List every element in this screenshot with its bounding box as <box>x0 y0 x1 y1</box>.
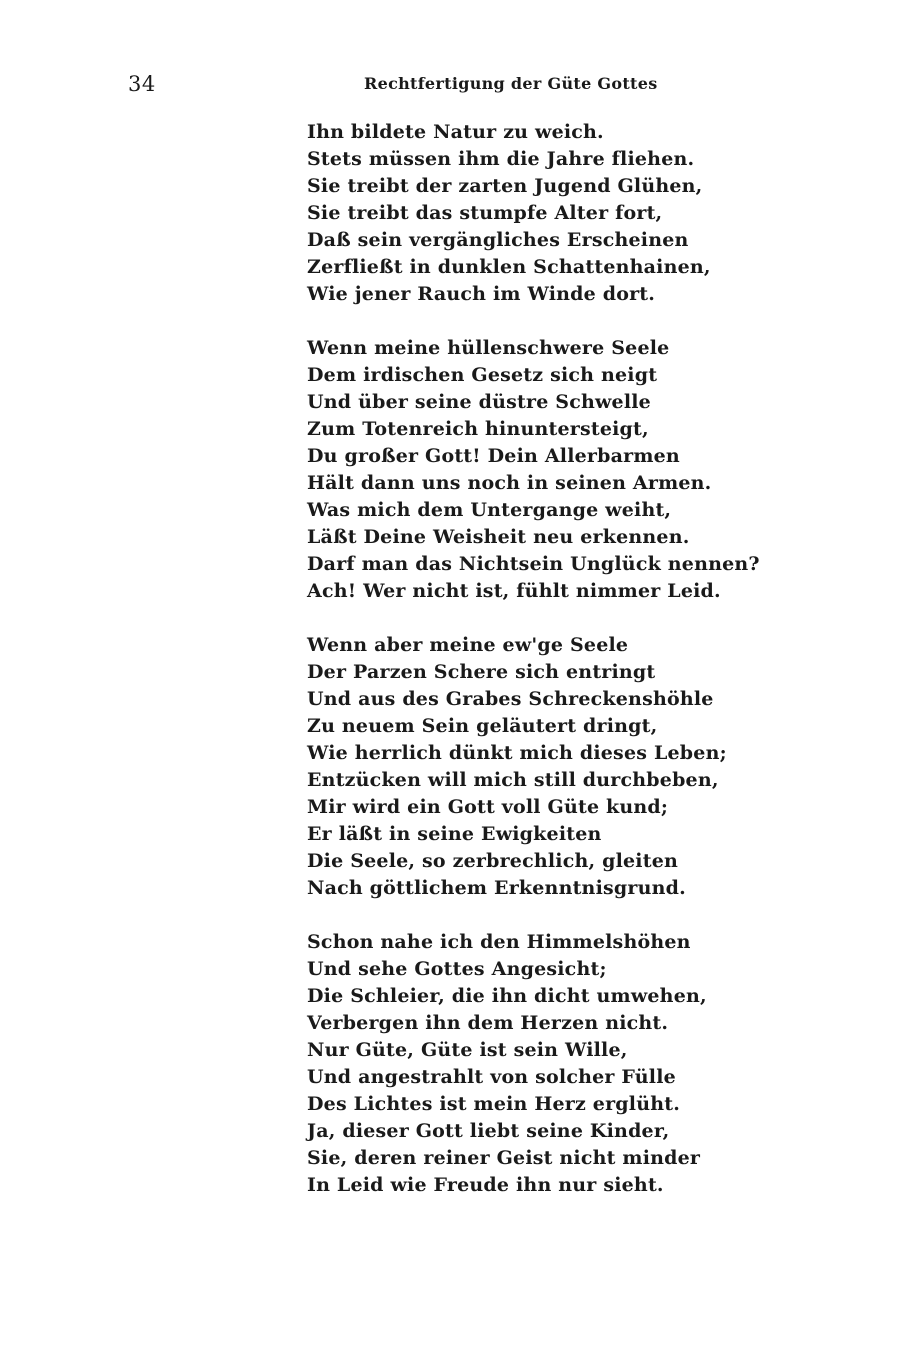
verse-line: Die Schleier, die ihn dicht umwehen, <box>307 985 707 1007</box>
verse-line: Wenn meine hüllenschwere Seele <box>307 337 670 359</box>
verse-line: Was mich dem Untergange weiht, <box>307 499 672 521</box>
verse-line: Zu neuem Sein geläutert dringt, <box>307 715 658 737</box>
verse-line: Nur Güte, Güte ist sein Wille, <box>307 1039 628 1061</box>
verse-line: Sie, deren reiner Geist nicht minder <box>307 1147 701 1169</box>
verse-line: Stets müssen ihm die Jahre fliehen. <box>307 148 695 170</box>
verse-line: Wie herrlich dünkt mich dieses Leben; <box>307 742 727 764</box>
verse-line: Sie treibt das stumpfe Alter fort, <box>307 202 663 224</box>
verse-line: Schon nahe ich den Himmelshöhen <box>307 931 691 953</box>
verse-line: Des Lichtes ist mein Herz erglüht. <box>307 1093 681 1115</box>
verse-line: Zum Totenreich hinuntersteigt, <box>307 418 649 440</box>
poem <box>307 119 867 1226</box>
verse-line: Und angestrahlt von solcher Fülle <box>307 1066 676 1088</box>
verse-line: Dem irdischen Gesetz sich neigt <box>307 364 658 386</box>
verse-line: Er läßt in seine Ewigkeiten <box>307 823 602 845</box>
verse-line: Der Parzen Schere sich entringt <box>307 661 656 683</box>
stanza-1 <box>307 119 867 308</box>
verse-line: Und aus des Grabes Schreckenshöhle <box>307 688 714 710</box>
verse-line: Sie treibt der zarten Jugend Glühen, <box>307 175 703 197</box>
verse-line: Daß sein vergängliches Erscheinen <box>307 229 689 251</box>
verse-line: In Leid wie Freude ihn nur sieht. <box>307 1174 664 1196</box>
stanza-3 <box>307 632 867 902</box>
verse-line: Läßt Deine Weisheit neu erkennen. <box>307 526 690 548</box>
running-title: Rechtfertigung der Güte Gottes <box>364 74 658 93</box>
verse-line: Entzücken will mich still durchbeben, <box>307 769 719 791</box>
verse-line: Darf man das Nichtsein Unglück nennen? <box>307 553 760 575</box>
verse-line: Und über seine düstre Schwelle <box>307 391 651 413</box>
verse-line: Und sehe Gottes Angesicht; <box>307 958 607 980</box>
verse-line: Ach! Wer nicht ist, fühlt nimmer Leid. <box>307 580 721 602</box>
verse-line: Hält dann uns noch in seinen Armen. <box>307 472 712 494</box>
verse-line: Zerfließt in dunklen Schattenhainen, <box>307 256 711 278</box>
verse-line: Du großer Gott! Dein Allerbarmen <box>307 445 680 467</box>
stanza-2 <box>307 335 867 605</box>
verse-line: Ja, dieser Gott liebt seine Kinder, <box>307 1120 670 1142</box>
verse-line: Verbergen ihn dem Herzen nicht. <box>307 1012 669 1034</box>
verse-line: Mir wird ein Gott voll Güte kund; <box>307 796 669 818</box>
verse-line: Ihn bildete Natur zu weich. <box>307 121 604 143</box>
verse-line: Die Seele, so zerbrechlich, gleiten <box>307 850 679 872</box>
verse-line: Wie jener Rauch im Winde dort. <box>307 283 656 305</box>
verse-line: Wenn aber meine ew'ge Seele <box>307 634 629 656</box>
verse-line: Nach göttlichem Erkenntnisgrund. <box>307 877 686 899</box>
page-number: 34 <box>128 72 156 96</box>
stanza-4 <box>307 929 867 1199</box>
